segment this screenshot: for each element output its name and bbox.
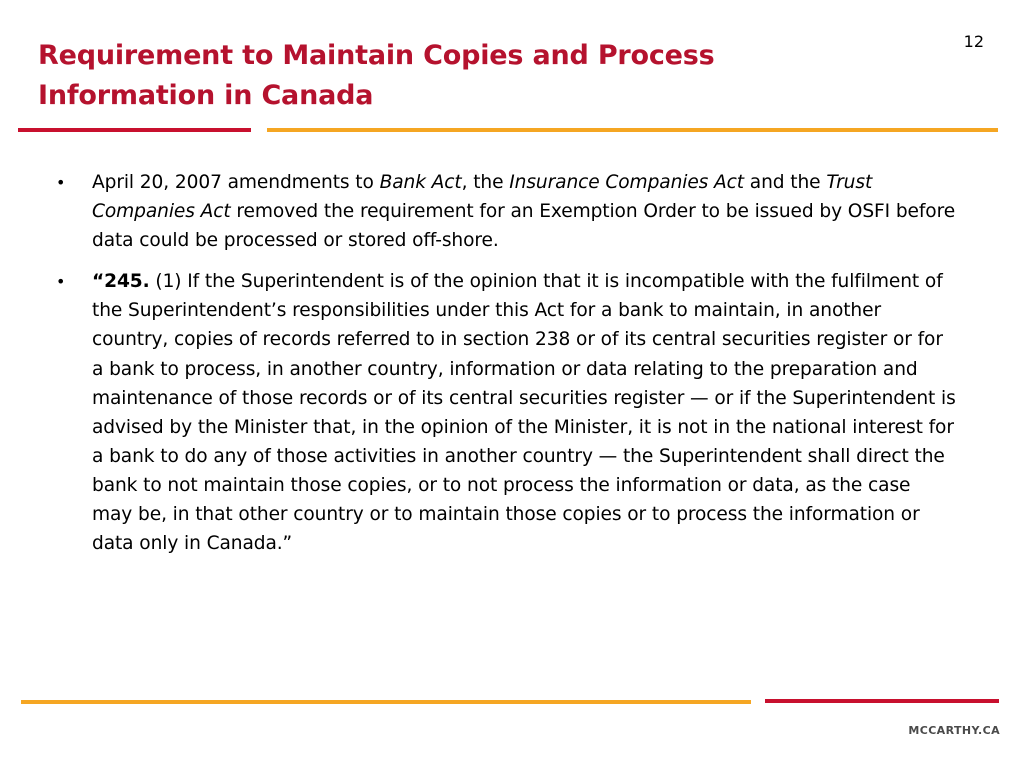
header-divider-orange: [267, 128, 998, 132]
footer-divider-red: [765, 699, 999, 703]
bullet-icon: •: [56, 272, 66, 292]
header-divider-red: [18, 128, 251, 132]
mccarthy-logo: MCCARTHY.CA: [908, 724, 1000, 737]
act-name-bank-act: Bank Act: [379, 172, 462, 193]
bullet-icon: •: [56, 173, 66, 192]
bullet-list: [56, 168, 956, 570]
bullet-item: [56, 168, 956, 255]
slide-title: [38, 36, 898, 116]
quoted-section-text: (1) If the Superintendent is of the opinion that it is incompatible with the fulfilment of the Superintendent’s responsibilities under this Act for a bank to maintain, in another country, copies of records referred to in section 238 or of its central securities register or for a bank to process, in another country, information or data relating to the preparation and maintenance of those records or of its central securities register — or if the Superintendent is advised by the Minister that, in the opinion of the Minister, it is not in the national interest for a bank to do any of those activities in another country — the Superintendent shall direct the bank to not maintain those copies, or to not process the information or data, as the case may be, in that other country or to maintain those copies or to process the information or data only in Canada.”: [92, 271, 956, 555]
bullet-text: removed the requirement for an Exemption Order to be issued by OSFI before data could be processed or stored off-shore.: [92, 201, 956, 252]
act-name-insurance-companies-act: Insurance Companies Act: [509, 172, 744, 193]
section-number: “245.: [92, 271, 150, 293]
bullet-text: April 20, 2007 amendments to: [92, 172, 380, 193]
bullet-text: , the: [461, 172, 510, 193]
page-number: 12: [963, 32, 984, 51]
bullet-text: and the: [744, 172, 827, 193]
slide-title-line-2: Information in Canada: [38, 80, 374, 111]
footer-divider-orange: [21, 700, 751, 704]
bullet-item: [56, 267, 956, 558]
act-name-trust-companies-act: Trust Companies Act: [92, 172, 873, 223]
slide-title-line-1: Requirement to Maintain Copies and Process: [38, 40, 715, 71]
